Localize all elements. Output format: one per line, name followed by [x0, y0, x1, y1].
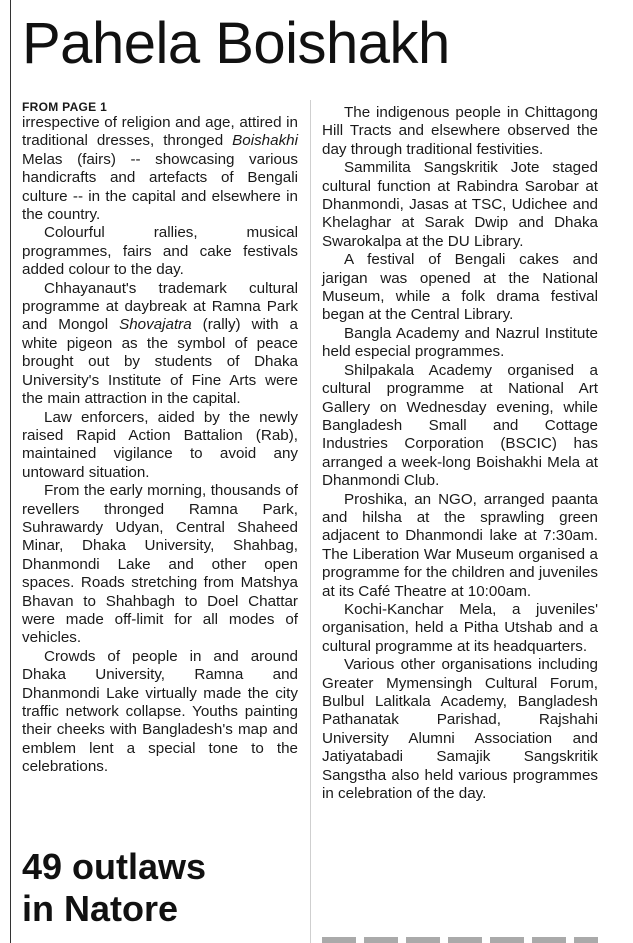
next-article-headline	[22, 846, 206, 930]
right-column	[322, 104, 598, 803]
paragraph: From the early morning, thousands of revellers thronged Ramna Park, Suhrawardy Udyan, Central Shaheed Minar, Dhaka University, Shahbag, Dhanmondi Lake and other open spaces. Roads stretching from Matshya Bhavan to Shahbagh to Doel Chattar were made off-limit for all modes of vehicles.	[22, 482, 298, 647]
paragraph: The indigenous people in Chittagong Hill Tracts and elsewhere observed the day through traditional festivities.	[322, 104, 598, 158]
paragraph: Various other organisations including Greater Mymensingh Cultural Forum, Bulbul Lalitkala Academy, Bangladesh Pathanatak Parishad, Rajshahi University Alumni Association and Jatiyatabadi Samajik Sangskritik Sangstha also held various programmes in celebration of the day.	[322, 656, 598, 803]
paragraph: Shilpakala Academy organised a cultural programme at National Art Gallery on Wednesday evening, while Bangladesh Small and Cottage Industries Corporation (BSCIC) has arranged a week-long Boishakhi Mela at Dhanmondi Club.	[322, 361, 598, 490]
paragraph: Bangla Academy and Nazrul Institute held especial programmes.	[322, 324, 598, 361]
paragraph: Proshika, an NGO, arranged paanta and hilsha at the sprawling green adjacent to Dhanmondi lake at 7:30am. The Liberation War Museum organised a programme for the children and juveniles at its Café Theatre at 10:00am.	[322, 490, 598, 600]
paragraph: Crowds of people in and around Dhaka University, Ramna and Dhanmondi Lake virtually made the city traffic network collapse. Youths painting their cheeks with Bangladesh's map and emblem lent a special tone to the celebrations.	[22, 647, 298, 776]
headline: Pahela Boishakh	[22, 11, 450, 76]
paragraph: irrespective of religion and age, attired in traditional dresses, thronged Boishakhi Melas (fairs) -- showcasing various handicrafts and artefacts of Bengali culture -- in the capital and elsewhere in the country.	[22, 114, 298, 224]
paragraph: Kochi-Kanchar Mela, a juveniles' organisation, held a Pitha Utshab and a cultural programme at its headquarters.	[322, 600, 598, 655]
left-column	[22, 100, 298, 777]
continuation-kicker: FROM PAGE 1	[22, 100, 108, 114]
paragraph: Law enforcers, aided by the newly raised Rapid Action Battalion (Rab), maintained vigilance to avoid any untoward situation.	[22, 408, 298, 481]
next-headline-line-1: 49 outlaws	[22, 846, 207, 887]
column-divider	[310, 100, 311, 943]
next-headline-line-2: in Natore	[22, 888, 179, 929]
paragraph: A festival of Bengali cakes and jarigan was opened at the National Museum, while a folk drama festival began at the Central Library.	[322, 251, 598, 324]
paragraph: Sammilita Sangskritik Jote staged cultural function at Rabindra Sarobar at Dhanmondi, Jasas at TSC, Udichee and Khelaghar at Sarak Dwip and Dhaka Swarokalpa at the DU Library.	[322, 159, 598, 250]
paragraph: Colourful rallies, musical programmes, fairs and cake festivals added colour to the day.	[22, 224, 298, 279]
clipped-text-edge	[322, 937, 598, 943]
page-left-rule	[10, 0, 11, 943]
paragraph: Chhayanaut's trademark cultural programme at daybreak at Ramna Park and Mongol Shovajatra (rally) with a white pigeon as the symbol of peace brought out by students of Dhaka University's Institute of Fine Arts were the main attraction in the capital.	[22, 279, 298, 408]
